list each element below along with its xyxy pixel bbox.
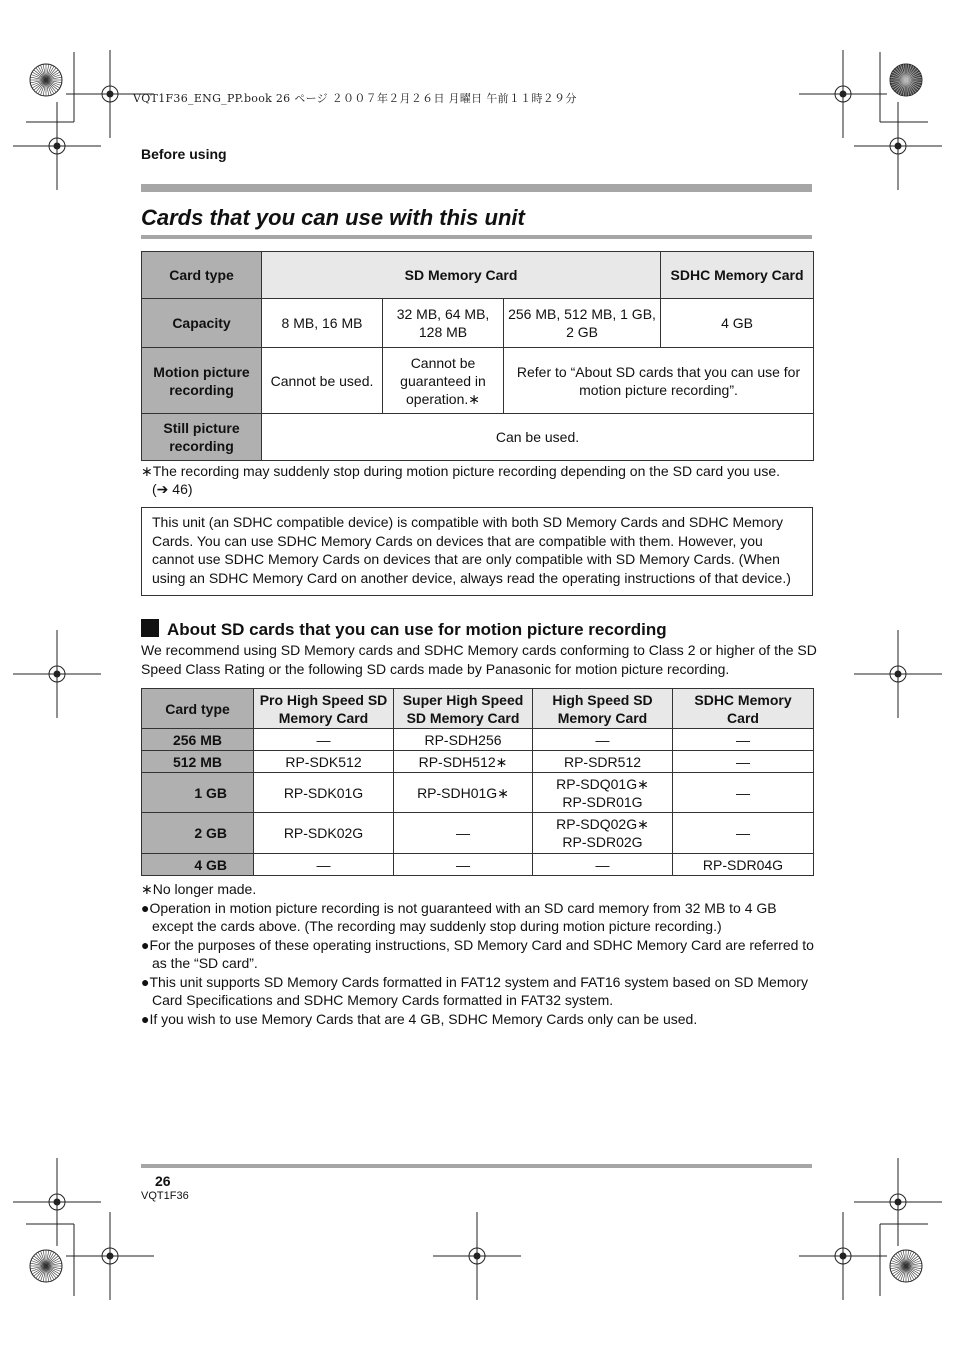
page-title: Cards that you can use with this unit: [141, 205, 525, 230]
subheading: [141, 619, 667, 640]
t2-cell: —: [394, 813, 533, 854]
t2-cell: —: [254, 854, 394, 876]
list-item: ●If you wish to use Memory Cards that are 4 GB, SDHC Memory Cards only can be used.: [141, 1010, 698, 1027]
table-row: [142, 729, 814, 751]
square-bullet-icon: [141, 619, 159, 637]
print-header: VQT1F36_ENG_PP.book 26 ページ ２００７年２月２６日 月曜日 午前１１時２９分: [133, 92, 577, 105]
t2-cell-line: RP-SDQ01G∗: [556, 775, 649, 792]
t2-cell: —: [533, 729, 673, 751]
t2-header: SDHC Memory Card: [673, 689, 814, 729]
table1-note: ∗The recording may suddenly stop during motion picture recording depending on the SD card you use.: [141, 463, 780, 479]
capacity-cell: 4 GB: [661, 299, 814, 348]
crosshair-icon: [854, 102, 942, 190]
crosshair-icon: [13, 1158, 101, 1246]
t2-cell: RP-SDK512: [254, 751, 394, 773]
table1-note-ref: (➔ 46): [152, 481, 193, 497]
capacity-cell: 32 MB, 64 MB, 128 MB: [383, 299, 504, 348]
crosshair-icon: [799, 1212, 887, 1300]
row-header-still: Still picture recording: [142, 414, 262, 461]
t2-cell: —: [394, 854, 533, 876]
sdhc-memory-card-header: SDHC Memory Card: [661, 252, 814, 299]
rosette-icon: [890, 64, 922, 96]
list-item: ●For the purposes of these operating instructions, SD Memory Card and SDHC Memory Card are referred to as the “SD card”.: [141, 936, 814, 971]
crosshair-icon: [433, 1212, 521, 1300]
t2-cell: [533, 773, 673, 813]
t2-cell-line: RP-SDR02G: [562, 834, 643, 850]
motion-cell: Refer to “About SD cards that you can use for motion picture recording”.: [504, 348, 814, 414]
table-row: [142, 751, 814, 773]
t2-cell: RP-SDR04G: [673, 854, 814, 876]
crosshair-icon: [854, 1158, 942, 1246]
list-item: ●Operation in motion picture recording is not guaranteed with an SD card memory from 32 MB to 4 GB except the cards above. (The recording may suddenly stop during motion picture recording.): [141, 899, 777, 934]
table-row: [142, 813, 814, 854]
panasonic-cards-table: [141, 688, 814, 876]
t2-cell: RP-SDH256: [394, 729, 533, 751]
motion-cell: Cannot be guaranteed in operation.∗: [383, 348, 504, 414]
t2-cell: [533, 813, 673, 854]
t2-cell: RP-SDR512: [533, 751, 673, 773]
row-header-capacity: Capacity: [142, 299, 262, 348]
rosette-icon: [30, 64, 62, 96]
notes-list: [141, 880, 816, 1028]
table2-note: ∗No longer made.: [141, 881, 257, 897]
footer-rule: [141, 1164, 812, 1168]
t2-header: Card type: [142, 689, 254, 729]
row-header-motion: Motion picture recording: [142, 348, 262, 414]
doc-code: VQT1F36: [141, 1190, 189, 1202]
motion-cell: Cannot be used.: [262, 348, 383, 414]
t2-cell: —: [533, 854, 673, 876]
t2-cell: —: [673, 729, 814, 751]
rosette-icon: [890, 1250, 922, 1282]
info-box: This unit (an SDHC compatible device) is compatible with both SD Memory Cards and SDHC Memory Cards. You can use SDHC Memory Cards on devices that are compatible with them. However, you cannot use SDHC Memory Cards on devices that are only compatible with SD Memory Cards. (When using an SDHC Memory Card on another device, always read the operating instructions of that device.): [141, 507, 813, 596]
recommendation-paragraph: We recommend using SD Memory cards and SDHC Memory cards conforming to Class 2 or higher of the SD Speed Class Rating or the following SD cards made by Panasonic for motion picture recording.: [141, 642, 817, 677]
t2-header: Pro High Speed SD Memory Card: [254, 689, 394, 729]
still-cell: Can be used.: [262, 414, 814, 461]
crosshair-icon: [854, 630, 942, 718]
sd-memory-card-header: SD Memory Card: [262, 252, 661, 299]
header-rule: [141, 184, 812, 192]
page-number: 26: [155, 1173, 171, 1189]
crosshair-icon: [799, 50, 887, 138]
t2-cell: —: [673, 813, 814, 854]
t2-cell-line: RP-SDQ02G∗: [556, 816, 649, 832]
t2-cell: 256 MB: [142, 729, 254, 751]
list-item: ●This unit supports SD Memory Cards formatted in FAT12 system and FAT16 system based on SD Memory Card Specifications and SDHC Memory Cards formatted in FAT32 system.: [141, 973, 808, 1008]
crosshair-icon: [66, 1212, 154, 1300]
crosshair-icon: [13, 630, 101, 718]
capacity-cell: 256 MB, 512 MB, 1 GB, 2 GB: [504, 299, 661, 348]
rosette-icon: [30, 1250, 62, 1282]
t2-cell: —: [254, 729, 394, 751]
t2-cell: RP-SDH512∗: [394, 751, 533, 773]
t2-cell: 2 GB: [142, 813, 254, 854]
card-compatibility-table: [141, 251, 814, 461]
t2-cell: —: [673, 751, 814, 773]
title-rule: [141, 235, 812, 239]
section-label: Before using: [141, 146, 227, 162]
t2-header: Super High Speed SD Memory Card: [394, 689, 533, 729]
row-header-card-type: Card type: [142, 252, 262, 299]
table-row: [142, 854, 814, 876]
subheading-text: About SD cards that you can use for motion picture recording: [167, 620, 667, 639]
t2-cell: —: [673, 773, 814, 813]
t2-cell: RP-SDH01G∗: [394, 773, 533, 813]
table-row: [142, 773, 814, 813]
t2-header: High Speed SD Memory Card: [533, 689, 673, 729]
capacity-cell: 8 MB, 16 MB: [262, 299, 383, 348]
t2-cell: RP-SDK02G: [254, 813, 394, 854]
t2-cell: 512 MB: [142, 751, 254, 773]
crosshair-icon: [13, 102, 101, 190]
t2-cell: 1 GB: [142, 773, 254, 813]
t2-cell: RP-SDK01G: [254, 773, 394, 813]
t2-cell: 4 GB: [142, 854, 254, 876]
t2-cell-line: RP-SDR01G: [562, 793, 643, 810]
